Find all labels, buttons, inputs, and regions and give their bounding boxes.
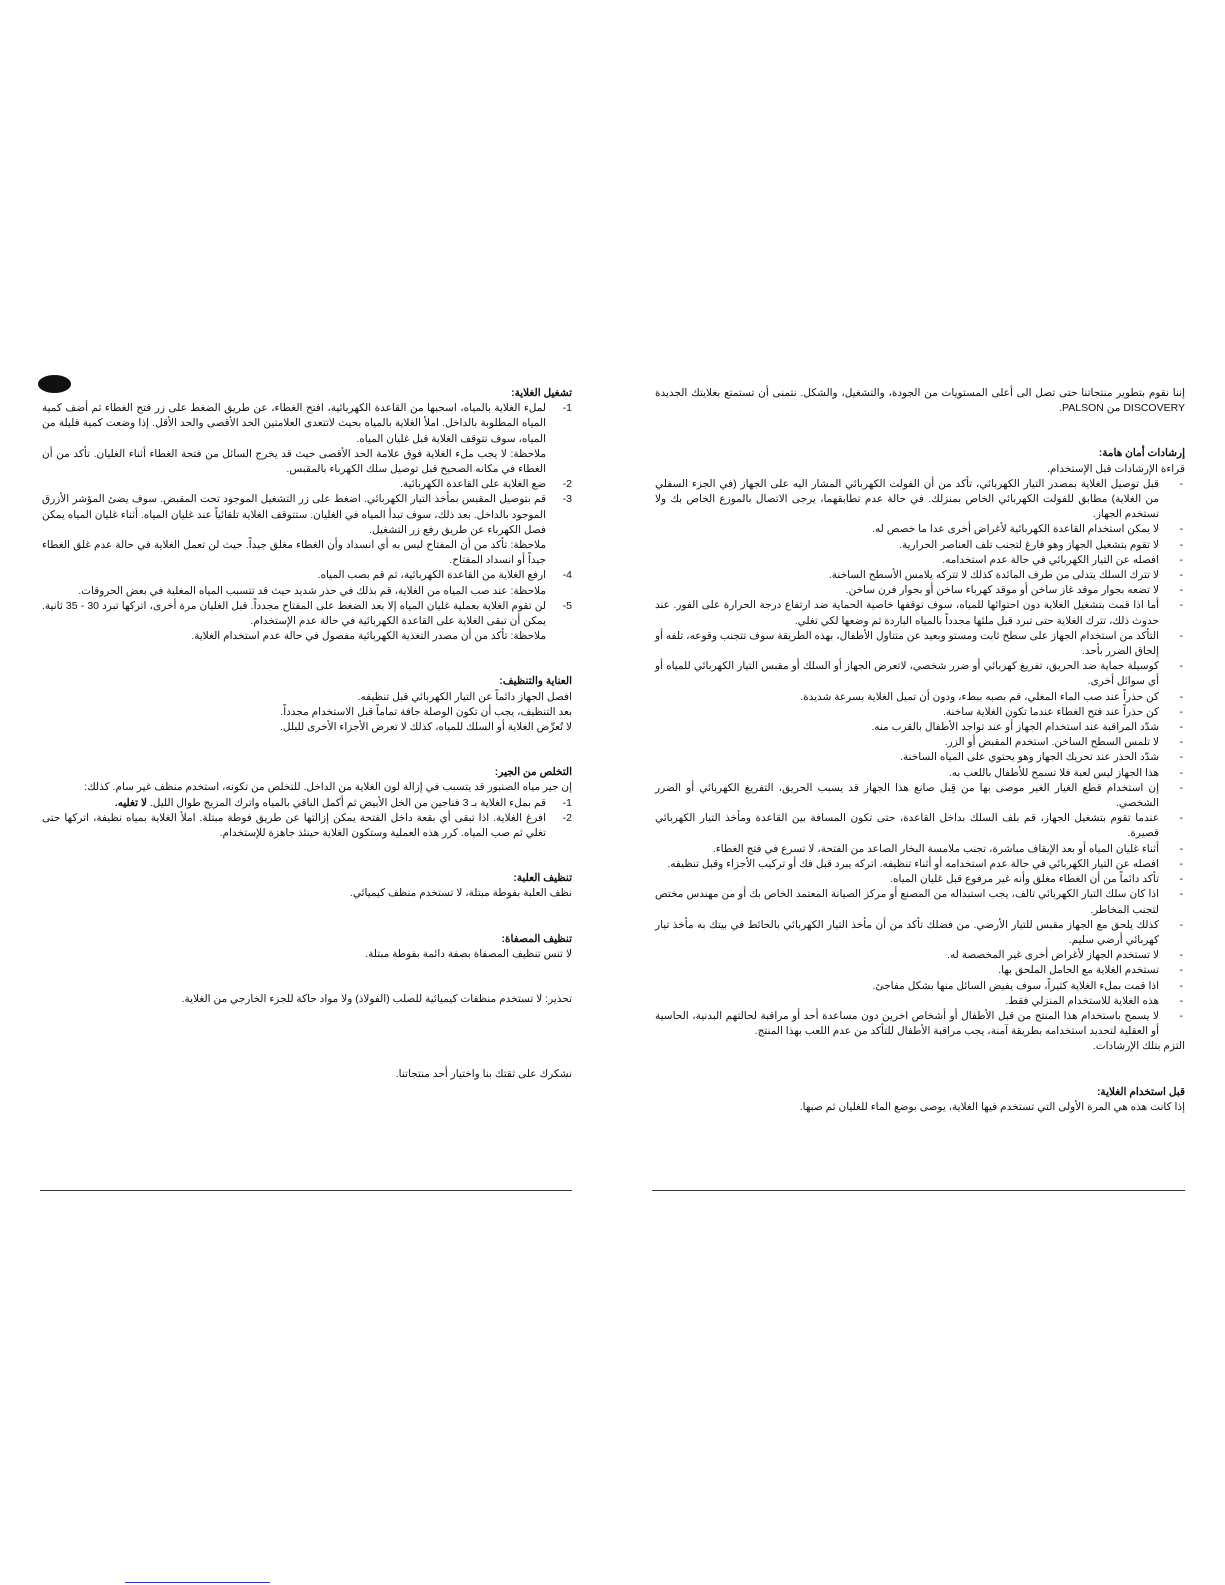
right-page-bottom-rule [652,1190,1185,1191]
left-page-column [42,386,572,1083]
safety-item: - لا تضعه بجوار موقد غاز ساخن أو موقد كهرباء ساخن أو بجوار فرن ساخن. [655,583,1185,598]
safety-item: - كن حذراً عند صب الماء المغلي، قم بصبه ببطء، ودون أن تميل الغلاية بسرعة شديدة. [655,690,1185,705]
step-note: ملاحظة: تأكد من أن مصدر التغذية الكهربائية مفصول في حالة عدم استخدام الغلاية. [191,630,546,643]
step-number: 4- [562,569,572,582]
commit-text: التزم بتلك الإرشادات. [1092,1040,1185,1053]
descale-step [42,811,572,841]
step-text: قم بملء الغلاية بـ 3 فناجين من الخل الأبيض ثم أكمل الباقي بالمياه واترك المزيج طوال الليل. [149,796,546,809]
safety-item: - أما اذا قمت بتشغيل الغلاية دون احتوائها للمياه، سوف توقفها خاصية الحماية ضد ارتفاع درجة الحرارة على الفور. عند حدوث ذلك، تترك الغلاية حتى تبرد قبل ملئها مجدداً بالمياه الباردة ثم وضعها لكي تغلي. [655,598,1185,628]
step-text: ضع الغلاية على القاعدة الكهربائية. [400,478,546,491]
before-use-title: قبل استخدام الغلاية: [1096,1085,1185,1098]
operate-step [42,599,572,645]
step-note: ملاحظة: لا يجب ملء الغلاية فوق علامة الحد الأقصى حيث قد يخرج السائل من فتحة الغطاء أثناء الغليان. تأكد من أن الغطاء في مكانه الصحيح قبل توصيل سلك الكهرباء بالمقبس. [42,447,546,476]
safety-item: - إن استخدام قطع الغيار الغير موصى بها من قِبل صانع هذا الجهاز قد يسبب الحريق، التفريغ الكهربائي أو الضرر الشخصي. [655,781,1185,811]
step-number: 2- [562,811,572,824]
care-line: بعد التنظيف، يجب أن تكون الوصلة جافة تماماً قبل الاستخدام مجدداً. [280,705,572,718]
descale-step [42,796,572,811]
step-text: ارفع الغلاية من القاعدة الكهربائية، ثم قم بصب المياه. [317,569,546,582]
safety-subtitle: قراءة الإرشادات قبل الإستخدام. [1046,462,1185,475]
safety-item: - كوسيلة حماية ضد الحريق، تفريغ كهربائي أو ضرر شخصي، لاتعرض الجهاز أو السلك أو مقبس التيار الكهربائي للمياه أو أي سوائل أخرى. [655,659,1185,689]
step-text: لن تقوم الغلاية بعملية غليان المياه إلا بعد الضغط على المفتاح مجدداً. قبل الغليان مرة أخرى، اتركها تبرد 30 - 35 ثانية. يمكن أن تبقى الغلاية على القاعدة الكهربائية في حالة عدم الإستخدام. [42,599,546,628]
bottom-edge-line [125,1582,270,1583]
operate-step [42,477,572,492]
filter-cleaning-text: لا تنس تنظيف المصفاة بصفة دائمة بفوطة مبتلة. [365,947,572,960]
case-cleaning-title: تنظيف العلبة: [513,872,572,885]
step-note: ملاحظة: تأكد من أن المفتاح ليس به أي انسداد وأن الغطاء مغلق جيداً. حيث لن تعمل الغلاية في حالة عدم غلق الغطاء جيداً أو انسداد المفتاح. [42,539,546,567]
descale-title: التخلص من الجير: [494,766,572,779]
safety-item: - اذا قمت بملء الغلاية كثيراً، سوف يفيض السائل منها بشكل مفاجئ. [655,979,1185,994]
step-number: 5- [562,599,572,612]
safety-item: - لا تلمس السطح الساخن. استخدم المقبض أو الزر. [655,735,1185,750]
thanks-text: نشكرك على ثقتك بنا واختيار أحد منتجاتنا. [395,1068,572,1081]
step-bold-warning: لا تغليه. [114,796,147,809]
safety-item: - لا يمكن استخدام القاعدة الكهربائية لأغراض أخرى عدا ما خصص له. [655,522,1185,537]
operate-title: تشغيل الغلاية: [511,387,572,399]
care-title: العناية والتنظيف: [499,675,572,688]
safety-item: - شدّد الحذر عند تحريك الجهاز وهو يحتوي على المياه الساخنة. [655,750,1185,765]
safety-item: - لا تستخدم الجهاز لأغراض أخرى غير المخصصة له. [655,948,1185,963]
safety-item: - التأكد من استخدام الجهاز على سطح ثابت ومستو وبعيد عن متناول الأطفال، بهذه الطريقة سوف تتجنب وقوعه، تلفه أو إلحاق الضرر بأحد. [655,629,1185,659]
safety-item: - لا يسمح باستخدام هذا المنتج من قبل الأطفال أو أشخاص اخرين دون مساعدة أحد أو مراقبة لحالتهم البدنية، الحاسية أو العقلية لتحديد استخدامه بطريقة آمنة، يجب مراقبة الأطفال للتأكد من عدم اللعب بهذا المنتج. [655,1009,1185,1039]
operate-steps-list [42,401,572,644]
safety-item: - تستخدم الغلاية مع الحامل الملحق بها. [655,963,1185,978]
safety-item: - اذا كان سلك التيار الكهربائي تالف، يجب استبداله من المصنع أو مركز الصيانة المعتمد الخاص بك أو من مهندس مختص لتجنب المخاطر. [655,887,1185,917]
intro-text: إننا نقوم بتطوير منتجاتنا حتى تصل الى أعلى المستويات من الجودة، والتشغيل، والشكل. نتمنى أن تستمتع بغلايتك الجديدة DISCOVERY من PALSON. [655,387,1185,415]
descale-intro: إن جير مياه الصنبور قد يتسبب في إزالة لون الغلاية من الداخل. للتخلص من تكونه، استخدم منظف غير سام. كذلك: [84,781,572,794]
safety-item: - هذا الجهاز ليس لعبة فلا تسمح للأطفال باللعب به. [655,766,1185,781]
operate-step [42,492,572,568]
safety-item: - لا تقوم بتشغيل الجهاز وهو فارغ لتجنب تلف العناصر الحرارية. [655,538,1185,553]
left-page-bottom-rule [40,1190,572,1191]
step-number: 1- [562,402,572,415]
step-text: لملء الغلاية بالمياه، اسحبها من القاعدة الكهربائية، افتح الغطاء، عن طريق الضغط على زر فتح الغطاء ثم أضف كمية المياه المطلوبة بالداخل. املأ الغلاية بالمياه بحيث لاتتعدى العلامتين الحد الأقصى والحد الأقل. إذا وضعت كمية قليلة من المياه، سوف تتوقف الغلاية قبل غليان المياه. [42,402,546,445]
step-number: 2- [562,478,572,491]
warning-text: تحذير: لا تستخدم منظفات كيميائية للصلب (الفولاذ) ولا مواد حاكة للجزء الخارجي من الغلاية. [181,993,572,1006]
safety-item: - شدّد المراقبة عند استخدام الجهاز أو عند تواجد الأطفال بالقرب منه. [655,720,1185,735]
safety-item: - كن حذراً عند فتح الغطاء عندما تكون الغلاية ساخنة. [655,705,1185,720]
operate-step [42,568,572,598]
safety-item: - افصله عن التيار الكهربائي في حالة عدم استخدامه. [655,553,1185,568]
care-line: افصل الجهاز دائماً عن التيار الكهربائي قبل تنظيفه. [357,690,572,703]
step-number: 3- [562,493,572,506]
safety-title: إرشادات أمان هامة: [1098,447,1185,460]
descale-steps-list [42,796,572,842]
step-text: قم بتوصيل المقبس بمأخذ التيار الكهربائي. اضغط على زر التشغيل الموجود تحت المقبض. سوف يضئ المؤشر الأزرق الموجود بالداخل. بعد ذلك، سوف تبدأ المياه في الغليان. ستتوقف الغلاية تلقائياً عند غليان المياه. أثناء غليان المياه يمكن فصل الكهرباء عن طريق رفع زر التشغيل. [42,493,546,536]
safety-item: - أثناء غليان المياه أو بعد الإيقاف مباشرة، تجنب ملامسة البخار الصاعد من الفتحة، لا تسرع في فتح الغطاء. [655,842,1185,857]
safety-item: - افصله عن التيار الكهربائي في حالة عدم استخدامه أو أثناء تنظيفه. اتركه يبرد قبل فك أو تركيب الأجزاء وقبل تنظيفه. [655,857,1185,872]
safety-item: - تأكد دائماً من أن الغطاء مغلق وأنه غير مرفوع قبل غليان المياه. [655,872,1185,887]
safety-item: - كذلك يلحق مع الجهاز مقبس للتيار الأرضي. من فضلك تأكد من أن مأخذ التيار الكهربائي بالحائط في بيتك به مأخذ تيار كهربائي أرضي سليم. [655,918,1185,948]
safety-item: - هذه الغلاية للاستخدام المنزلي فقط. [655,994,1185,1009]
filter-cleaning-title: تنظيف المصفاة: [501,932,572,945]
care-line: لا تُعرِّض الغلاية أو السلك للمياه، كذلك لا تعرض الأجزاء الأخرى للبلل. [279,721,572,734]
step-note: ملاحظة: عند صب المياه من الغلاية، قم بذلك في حذر شديد حيث قد تتسبب المياه المغلية في بعض الحروقات. [78,584,546,597]
safety-item: - لا تترك السلك يتدلى من طرف المائدة كذلك لا تتركه يلامس الأسطح الساخنة. [655,568,1185,583]
step-number: 1- [562,796,572,809]
safety-list [655,477,1185,1040]
before-use-text: إذا كانت هذه هي المرة الأولى التي تستخدم فيها الغلاية، يوصى بوضع الماء للغليان ثم صبها. [799,1100,1185,1113]
safety-item: - قبل توصيل الغلاية بمصدر التيار الكهربائي، تأكد من أن الفولت الكهربائي المشار اليه على الجهاز (في الجزء السفلي من الغلاية) مطابق للفولت الكهربائي الخاص بمنزلك. في حالة عدم تطابقهما، يرجى الاتصال بالموزع الخاص بك ولا تستخدم الجهاز. [655,477,1185,523]
operate-step [42,401,572,477]
case-cleaning-text: نظف العلبة بفوطة مبتلة، لا تستخدم منظف كيميائي. [349,887,572,900]
safety-item: - عندما تقوم بتشغيل الجهاز، قم بلف السلك بداخل القاعدة، حتى تكون المسافة بين القاعدة ومأخذ التيار الكهربائي قصيرة. [655,811,1185,841]
right-page-column [655,386,1185,1115]
step-text: افرغ الغلاية. اذا تبقى أي بقعة داخل الفتحة يمكن إزالتها عن طريق فوطة مبتلة. املأ الغلاية بمياه نظيفة، اتركها حتى تغلي ثم صب المياه. كرر هذه العملية وستكون الغلاية حينئذ جاهزة للإستخدام. [42,811,546,840]
